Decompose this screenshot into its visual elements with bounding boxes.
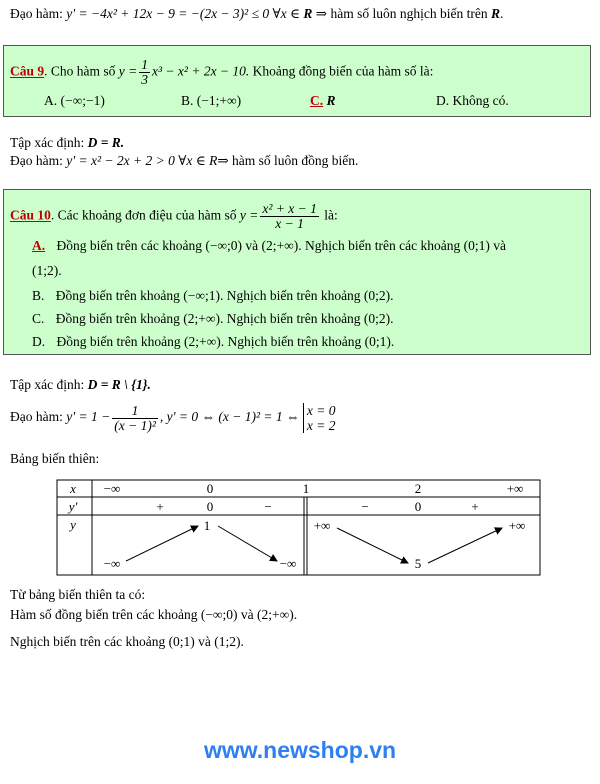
top-end: . xyxy=(499,6,504,21)
y-value: +∞ xyxy=(313,518,331,533)
sign: + xyxy=(471,499,479,514)
y-value: −∞ xyxy=(279,556,297,571)
domain-label: Tập xác định: xyxy=(10,377,85,392)
question-9-text: . Cho hàm số xyxy=(44,63,116,79)
footer-site[interactable]: www.newshop.vn xyxy=(203,737,397,763)
sign: + xyxy=(156,499,164,514)
option-key: D. xyxy=(32,334,46,349)
option-key: D. xyxy=(436,93,450,108)
y-value: +∞ xyxy=(508,518,526,533)
conclusion-line-3: Nghịch biến trên các khoảng (0;1) và (1;2). xyxy=(10,634,244,649)
deriv-lhs: y' = 1 − xyxy=(66,409,111,425)
question-9-func-rest: x³ − x² + 2x − 10. xyxy=(152,63,250,79)
option-key-correct: A. xyxy=(32,238,46,253)
option-key: B. xyxy=(32,288,45,303)
deriv-rhs: , y' = 0 ⇔ (x − 1)² = 1 ⇔ xyxy=(159,409,300,425)
option-text-cont: (1;2). xyxy=(32,263,62,278)
option-value: Không có. xyxy=(452,93,509,108)
deriv-frac-den: (x − 1)² xyxy=(114,417,156,433)
option-key: A. xyxy=(44,93,58,108)
domain-label: Tập xác định: xyxy=(10,135,85,150)
option-key-correct: C. xyxy=(310,93,324,108)
question-9-label: Câu 9 xyxy=(10,63,45,79)
x-value: +∞ xyxy=(506,481,524,496)
increase-arrow xyxy=(126,526,198,561)
question-10-label: Câu 10 xyxy=(10,207,51,223)
case-2: x = 2 xyxy=(306,418,336,433)
option-value: (−1;+∞) xyxy=(196,93,242,108)
deriv-conclusion: ⇒ hàm số luôn đồng biến. xyxy=(217,153,359,168)
y-value: 1 xyxy=(203,518,211,533)
option-value: (−∞;−1) xyxy=(60,93,105,108)
y-value: 5 xyxy=(414,556,422,571)
option-text: Đồng biến trên khoảng (−∞;1). Nghịch biến trên khoảng (0;2). xyxy=(55,288,394,303)
option-value: R xyxy=(326,93,336,108)
question-10-text: . Các khoảng đơn điệu của hàm số xyxy=(50,207,237,223)
option-text: Đồng biến trên khoảng (2;+∞). Nghịch biến trên khoảng (0;1). xyxy=(56,334,395,349)
x-value: 2 xyxy=(414,481,422,496)
sign: − xyxy=(361,499,369,514)
option-key: B. xyxy=(181,93,194,108)
sign: − xyxy=(264,499,272,514)
decrease-arrow xyxy=(218,526,277,561)
question-10-frac-num: x² + x − 1 xyxy=(262,201,317,216)
y-value: −∞ xyxy=(103,556,121,571)
deriv-formula: y' = x² − 2x + 2 > 0 ∀x ∈ R xyxy=(66,153,218,168)
question-9-frac-num: 1 xyxy=(141,57,149,72)
row-label-y: y xyxy=(70,517,76,532)
row-label-x: x xyxy=(70,481,76,496)
case-1: x = 0 xyxy=(306,403,336,418)
increase-arrow xyxy=(428,528,502,563)
conclusion-line-1: Từ bảng biến thiên ta có: xyxy=(10,587,146,602)
decrease-arrow xyxy=(337,528,408,563)
top-set: R xyxy=(303,6,313,21)
question-9-func-prefix: y = xyxy=(118,63,138,79)
row-label-yprime: y' xyxy=(68,499,78,514)
question-9-frac-den: 3 xyxy=(141,72,149,87)
question-9-text-after: Khoảng đồng biến của hàm số là: xyxy=(252,63,434,79)
domain-value: D = R. xyxy=(87,135,125,150)
option-text: Đồng biến trên các khoảng (−∞;0) và (2;+∞). Nghịch biến trên các khoảng (0;1) và xyxy=(56,238,506,253)
domain-value: D = R \ {1}. xyxy=(87,377,151,392)
x-value: −∞ xyxy=(103,481,121,496)
question-10-func-prefix: y = xyxy=(239,207,259,223)
top-conclusion: ⇒ hàm số luôn nghịch biến trên xyxy=(315,6,488,21)
deriv-label: Đạo hàm: xyxy=(10,409,63,425)
option-text: Đồng biến trên khoảng (2;+∞). Nghịch biến trên khoảng (0;2). xyxy=(55,311,394,326)
deriv-frac-num: 1 xyxy=(112,404,158,419)
top-set2: R xyxy=(490,6,500,21)
sign: 0 xyxy=(206,499,214,514)
table-heading: Bảng biến thiên: xyxy=(10,451,100,466)
x-value: 1 xyxy=(302,481,310,496)
sign: 0 xyxy=(414,499,422,514)
x-value: 0 xyxy=(206,481,214,496)
question-10-text-after: là: xyxy=(324,207,338,223)
option-key: C. xyxy=(32,311,45,326)
table-border xyxy=(57,480,540,575)
top-label: Đạo hàm: xyxy=(10,6,63,21)
question-10-frac-den: x − 1 xyxy=(275,216,304,231)
conclusion-line-2: Hàm số đồng biến trên các khoảng (−∞;0) và (2;+∞). xyxy=(10,607,298,622)
deriv-label: Đạo hàm: xyxy=(10,153,63,168)
top-formula: y' = −4x² + 12x − 9 = −(2x − 3)² ≤ 0 ∀x ∈ xyxy=(66,6,304,21)
